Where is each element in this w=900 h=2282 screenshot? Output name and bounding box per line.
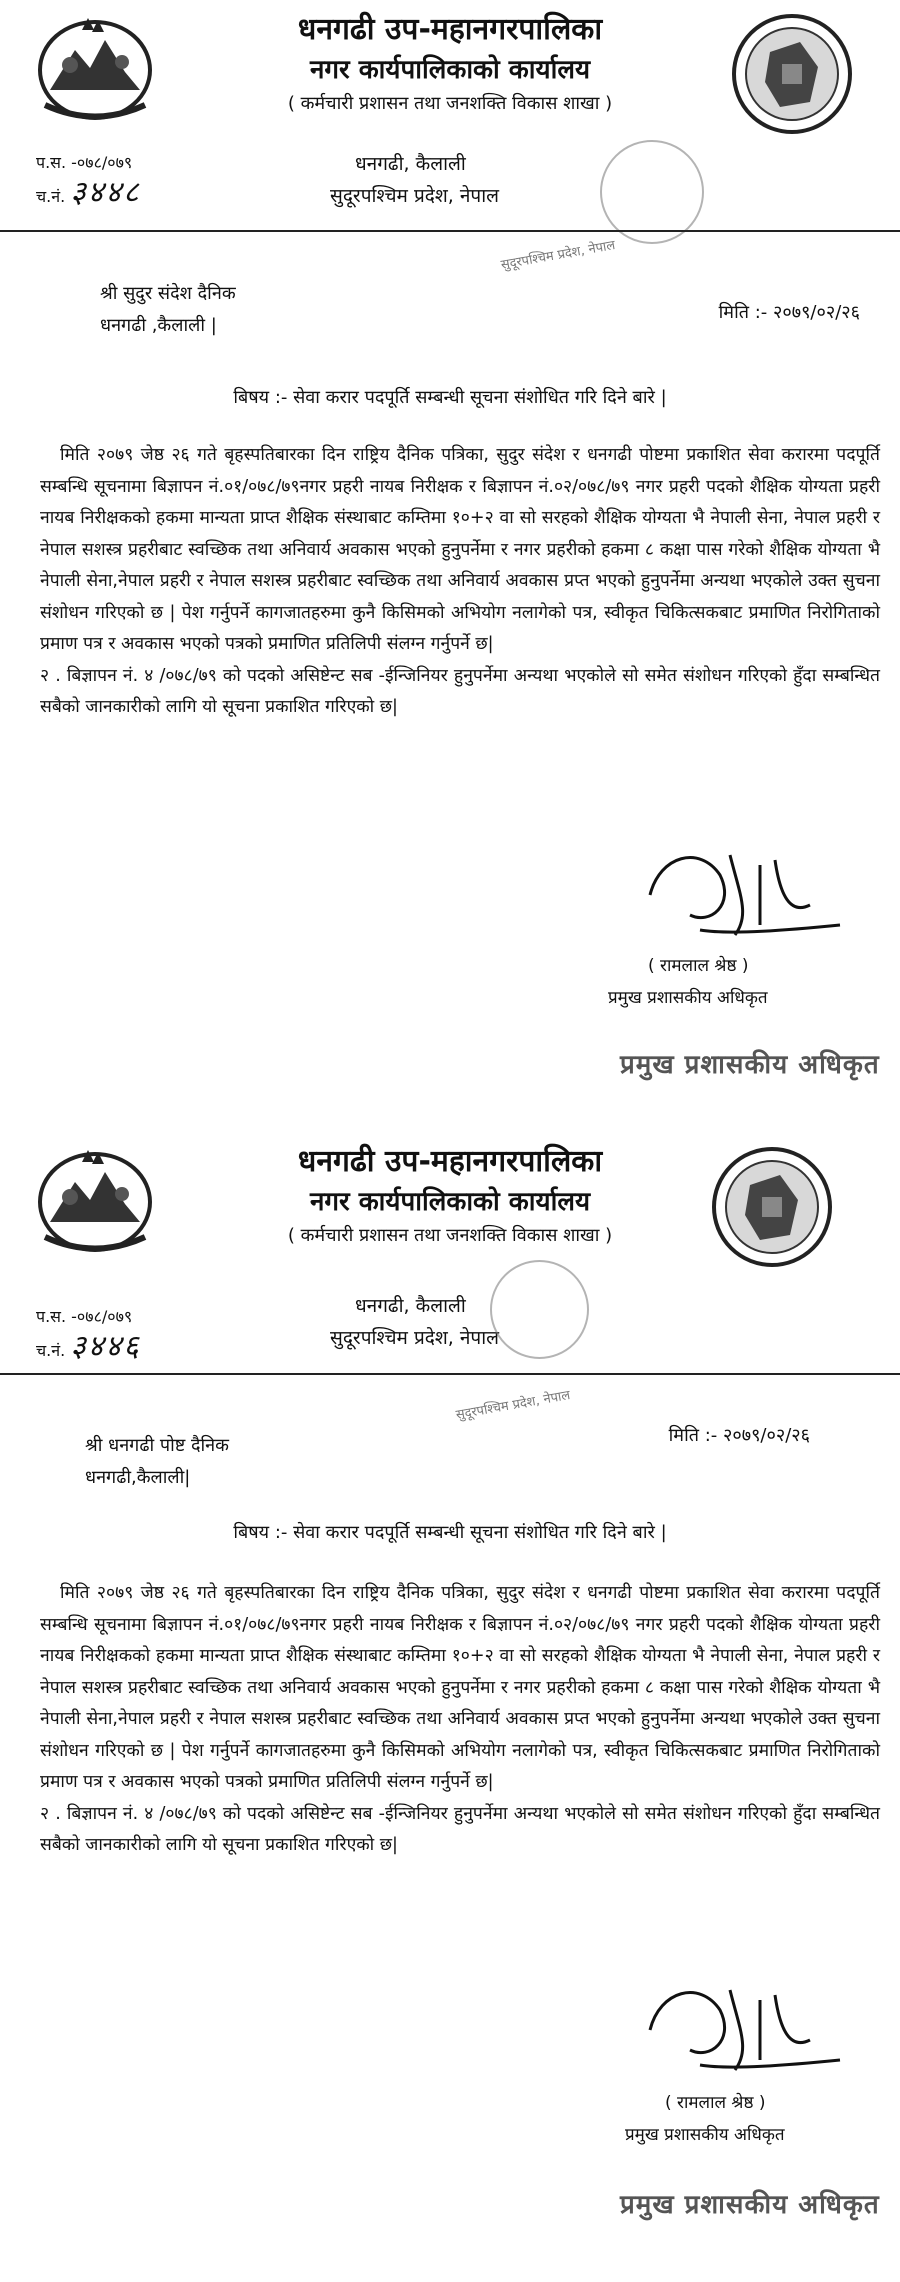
org-name: धनगढी उप-महानगरपालिका [297, 1144, 603, 1179]
paragraph-2: २ . बिज्ञापन नं. ४ /०७८/७९ को पदको असिष्टेन्ट सब -ईन्जिनियर हुनुपर्नेमा अन्यथा भएकोले सो समेत संशोधन गरिएको हुँदा सम्बन्धित सबैको जानकारीको लागि यो सूचना प्रकाशित गरिएको छ| [40, 665, 880, 717]
designation-stamp: प्रमुख प्रशासकीय अधिकृत [620, 1050, 880, 1080]
office-stamp [490, 1260, 589, 1359]
nepal-emblem-icon [30, 10, 160, 125]
recipient-name: श्री सुदुर संदेश दैनिक [100, 283, 236, 304]
subject-line: बिषय :- सेवा करार पदपूर्ति सम्बन्धी सूचना संशोधित गरि दिने बारे | [233, 387, 667, 408]
letter-1 [0, 0, 900, 1130]
branch-name: ( कर्मचारी प्रशासन तथा जनशक्ति विकास शाखा ) [287, 93, 613, 114]
stamp-province: सुदूरपश्चिम प्रदेश, नेपाल [499, 238, 617, 273]
letter-body [40, 1578, 880, 1862]
province: सुदूरपश्चिम प्रदेश, नेपाल [330, 1327, 499, 1349]
signature-icon [640, 835, 850, 945]
letter-body [40, 440, 880, 724]
paragraph-1: मिति २०७९ जेष्ठ २६ गते बृहस्पतिबारका दिन राष्ट्रिय दैनिक पत्रिका, सुदुर संदेश र धनगढी पोष्टमा प्रकाशित सेवा करारमा पदपूर्ति सम्बन्धि सूचनामा बिज्ञापन नं.०१/०७८/७९नगर प्रहरी नायब निरीक्षक र बिज्ञापन नं.०२/०७८/७९ नगर प्रहरी पदको शैक्षिक योग्यता प्रहरी नायब निरीक्षकको हकमा मान्यता प्राप्त शैक्षिक संस्थाबाट कम्तिमा १०+२ वा सो सरहको शैक्षिक योग्यता भै नेपाली सेना, नेपाल प्रहरी र नेपाल सशस्त्र प्रहरीबाट स्वच्छिक तथा अनिवार्य अवकास भएको हुनुपर्नेमा र नगर प्रहरीको हकमा ८ कक्षा पास गरेको शैक्षिक योग्यता भै नेपाली सेना,नेपाल प्रहरी र नेपाल सशस्त्र प्रहरीबाट स्वच्छिक तथा अनिवार्य अवकास प्रप्त भएको हुनुपर्नेमा अन्यथा भएकोले उक्त सुचना संशोधन गरिएको छ | पेश गर्नुपर्ने कागजातहरुमा कुनै किसिमको अभियोग नलागेको पत्र, स्वीकृत चिकित्सकबाट प्रमाणित निरोगिताको प्रमाण पत्र र अवकास भएको पत्रको प्रमाणित प्रतिलिपी संलग्न गर्नुपर्ने छ| [40, 1583, 880, 1792]
ps-number: प.स. -०७८/०७९ [36, 153, 133, 172]
recipient-name: श्री धनगढी पोष्ट दैनिक [85, 1435, 229, 1456]
signatory-designation: प्रमुख प्रशासकीय अधिकृत [625, 2125, 785, 2145]
header-divider [0, 230, 900, 232]
ps-number: प.स. -०७८/०७९ [36, 1307, 133, 1326]
recipient-address: धनगढी,कैलाली| [85, 1467, 191, 1488]
stamp-province: सुदूरपश्चिम प्रदेश, नेपाल [454, 1388, 572, 1423]
letterhead [210, 1142, 690, 1250]
office-name: नगर कार्यपालिकाको कार्यालय [309, 1187, 591, 1217]
signatory-name: ( रामलाल श्रेष्ठ ) [648, 956, 749, 976]
letter-date: मिति :- २०७९/०२/२६ [668, 1425, 810, 1446]
office-name: नगर कार्यपालिकाको कार्यालय [309, 55, 591, 85]
branch-name: ( कर्मचारी प्रशासन तथा जनशक्ति विकास शाखा ) [287, 1225, 613, 1246]
designation-stamp: प्रमुख प्रशासकीय अधिकृत [620, 2190, 880, 2220]
city: धनगढी, कैलाली [355, 1295, 466, 1317]
letter-2 [0, 1140, 900, 2282]
letter-date: मिति :- २०७९/०२/२६ [718, 302, 860, 323]
municipality-seal-icon [710, 1145, 835, 1270]
cn-number: ३४४८ [70, 175, 141, 210]
signatory-name: ( रामलाल श्रेष्ठ ) [665, 2093, 766, 2113]
reference-block [36, 1302, 141, 1366]
office-stamp [600, 140, 704, 244]
signature-icon [640, 1970, 850, 2080]
recipient-block [100, 278, 236, 342]
province: सुदूरपश्चिम प्रदेश, नेपाल [330, 185, 499, 207]
subject-line: बिषय :- सेवा करार पदपूर्ति सम्बन्धी सूचना संशोधित गरि दिने बारे | [233, 1522, 667, 1543]
header-divider [0, 1373, 900, 1375]
cn-label: च.नं. [36, 1341, 66, 1360]
letterhead [210, 10, 690, 118]
cn-number: ३४४६ [70, 1329, 141, 1364]
paragraph-1: मिति २०७९ जेष्ठ २६ गते बृहस्पतिबारका दिन राष्ट्रिय दैनिक पत्रिका, सुदुर संदेश र धनगढी पोष्टमा प्रकाशित सेवा करारमा पदपूर्ति सम्बन्धि सूचनामा बिज्ञापन नं.०१/०७८/७९नगर प्रहरी नायब निरीक्षक र बिज्ञापन नं.०२/०७८/७९ नगर प्रहरी पदको शैक्षिक योग्यता प्रहरी नायब निरीक्षकको हकमा मान्यता प्राप्त शैक्षिक संस्थाबाट कम्तिमा १०+२ वा सो सरहको शैक्षिक योग्यता भै नेपाली सेना, नेपाल प्रहरी र नेपाल सशस्त्र प्रहरीबाट स्वच्छिक तथा अनिवार्य अवकास भएको हुनुपर्नेमा र नगर प्रहरीको हकमा ८ कक्षा पास गरेको शैक्षिक योग्यता भै नेपाली सेना,नेपाल प्रहरी र नेपाल सशस्त्र प्रहरीबाट स्वच्छिक तथा अनिवार्य अवकास प्रप्त भएको हुनुपर्नेमा अन्यथा भएकोले उक्त सुचना संशोधन गरिएको छ | पेश गर्नुपर्ने कागजातहरुमा कुनै किसिमको अभियोग नलागेको पत्र, स्वीकृत चिकित्सकबाट प्रमाणित निरोगिताको प्रमाण पत्र र अवकास भएको पत्रको प्रमाणित प्रतिलिपी संलग्न गर्नुपर्ने छ| [40, 445, 880, 654]
recipient-block [85, 1430, 229, 1494]
reference-block [36, 148, 141, 212]
municipality-seal-icon [730, 12, 855, 137]
paragraph-2: २ . बिज्ञापन नं. ४ /०७८/७९ को पदको असिष्टेन्ट सब -ईन्जिनियर हुनुपर्नेमा अन्यथा भएकोले सो समेत संशोधन गरिएको हुँदा सम्बन्धित सबैको जानकारीको लागि यो सूचना प्रकाशित गरिएको छ| [40, 1803, 880, 1855]
nepal-emblem-icon [30, 1142, 160, 1257]
recipient-address: धनगढी ,कैलाली | [100, 315, 217, 336]
signatory-designation: प्रमुख प्रशासकीय अधिकृत [608, 988, 768, 1008]
org-name: धनगढी उप-महानगरपालिका [297, 12, 603, 47]
cn-label: च.नं. [36, 187, 66, 206]
city: धनगढी, कैलाली [355, 153, 466, 175]
